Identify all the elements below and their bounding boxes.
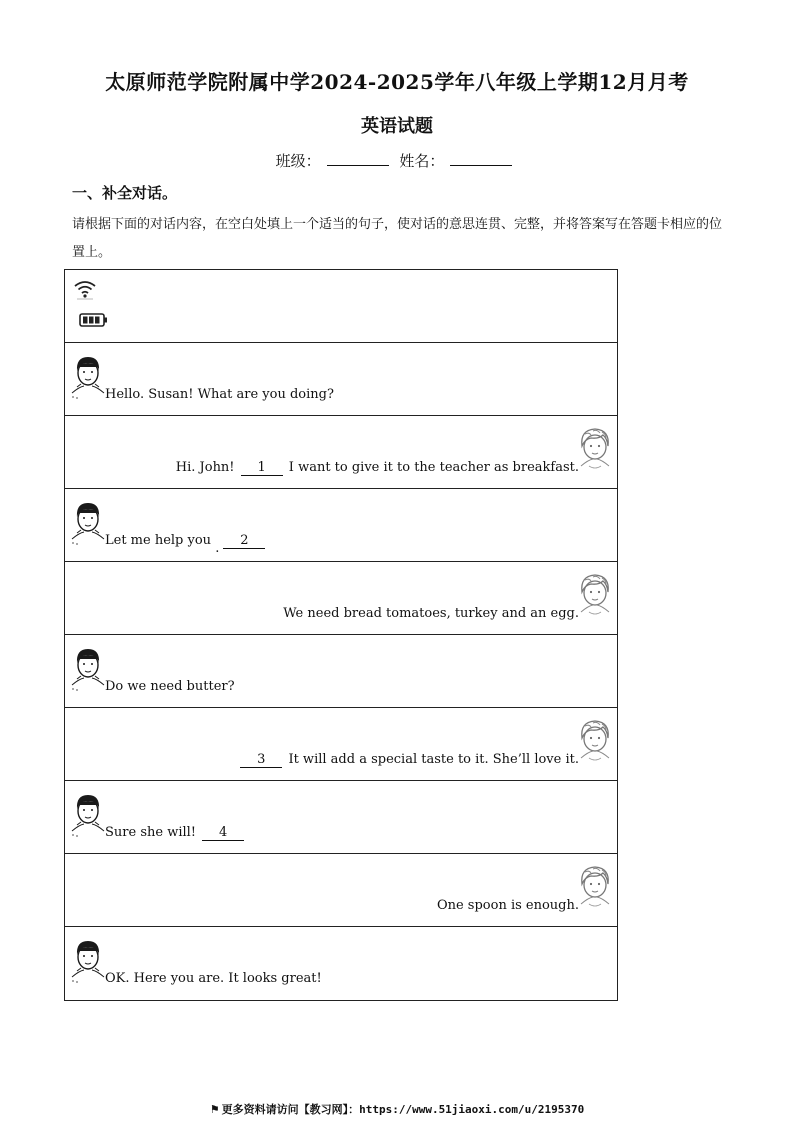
girl-avatar-icon bbox=[577, 572, 613, 622]
boy-avatar-icon bbox=[71, 937, 105, 989]
dialog-row bbox=[65, 708, 617, 781]
dialog-row bbox=[65, 562, 617, 635]
footer-text: 更多资料请访问【教习网】：https://www.51jiaoxi.com/u/2195370 bbox=[221, 1103, 585, 1116]
dialog-text-before: One spoon is enough. bbox=[436, 898, 579, 913]
stray-mark: . bbox=[215, 541, 220, 556]
name-label: 姓名： bbox=[399, 152, 445, 170]
dialog-text-before: OK. Here you are. It looks great! bbox=[105, 971, 322, 986]
dialog-line bbox=[283, 606, 579, 621]
class-blank bbox=[327, 151, 389, 166]
dialog-text-after: I want to give it to the teacher as breakfast. bbox=[284, 460, 579, 475]
section-heading: 一、补全对话。 bbox=[72, 184, 178, 202]
class-label: 班级： bbox=[275, 152, 321, 170]
wifi-icon bbox=[73, 278, 97, 300]
answer-blank-1[interactable]: 1 bbox=[241, 461, 283, 476]
dialog-row bbox=[65, 343, 617, 416]
dialog-text-before: We need bread tomatoes, turkey and an egg. bbox=[283, 606, 579, 621]
dialog-text-before: Let me help you bbox=[105, 533, 216, 548]
answer-blank-2[interactable]: 2 bbox=[223, 534, 265, 549]
dialog-table bbox=[64, 269, 618, 1001]
flag-icon: ⚑ bbox=[209, 1103, 220, 1116]
dialog-line bbox=[105, 971, 322, 986]
dialog-row bbox=[65, 854, 617, 927]
answer-blank-3[interactable]: 3 bbox=[240, 753, 282, 768]
phone-status-row bbox=[65, 270, 617, 343]
dialog-text-before: Sure she will! bbox=[105, 825, 201, 840]
dialog-text-before: Do we need butter? bbox=[105, 679, 235, 694]
dialog-text-after: It will add a special taste to it. She’ll love it. bbox=[284, 752, 579, 767]
dialog-row bbox=[65, 489, 617, 562]
dialog-row bbox=[65, 635, 617, 708]
boy-avatar-icon bbox=[71, 353, 105, 405]
dialog-line bbox=[437, 898, 579, 913]
dialog-line bbox=[238, 752, 579, 768]
boy-avatar-icon bbox=[71, 499, 105, 551]
dialog-line bbox=[105, 533, 267, 556]
dialog-row bbox=[65, 781, 617, 854]
boy-avatar-icon bbox=[71, 791, 105, 843]
dialog-line bbox=[105, 679, 235, 694]
name-blank bbox=[450, 151, 512, 166]
dialog-text-before: Hello. Susan! What are you doing? bbox=[105, 387, 334, 402]
footer-note bbox=[0, 1101, 794, 1117]
boy-avatar-icon bbox=[71, 645, 105, 697]
battery-icon bbox=[79, 312, 109, 328]
document-subtitle: 英语试题 bbox=[361, 116, 433, 137]
dialog-line bbox=[105, 825, 246, 841]
girl-avatar-icon bbox=[577, 718, 613, 768]
dialog-line bbox=[105, 387, 334, 402]
girl-avatar-icon bbox=[577, 426, 613, 476]
student-info-line bbox=[0, 150, 794, 171]
document-title: 太原师范学院附属中学2024-2025学年八年级上学期12月月考 bbox=[105, 70, 689, 94]
instruction-text: 请根据下面的对话内容，在空白处填上一个适当的句子，使对话的意思连贯、完整，并将答案写在答题卡相应的位置上。 bbox=[72, 217, 723, 260]
dialog-line bbox=[176, 460, 579, 476]
girl-avatar-icon bbox=[577, 864, 613, 914]
dialog-row bbox=[65, 416, 617, 489]
answer-blank-4[interactable]: 4 bbox=[202, 826, 244, 841]
dialog-text-before: Hi. John! bbox=[175, 460, 239, 475]
dialog-row bbox=[65, 927, 617, 1000]
